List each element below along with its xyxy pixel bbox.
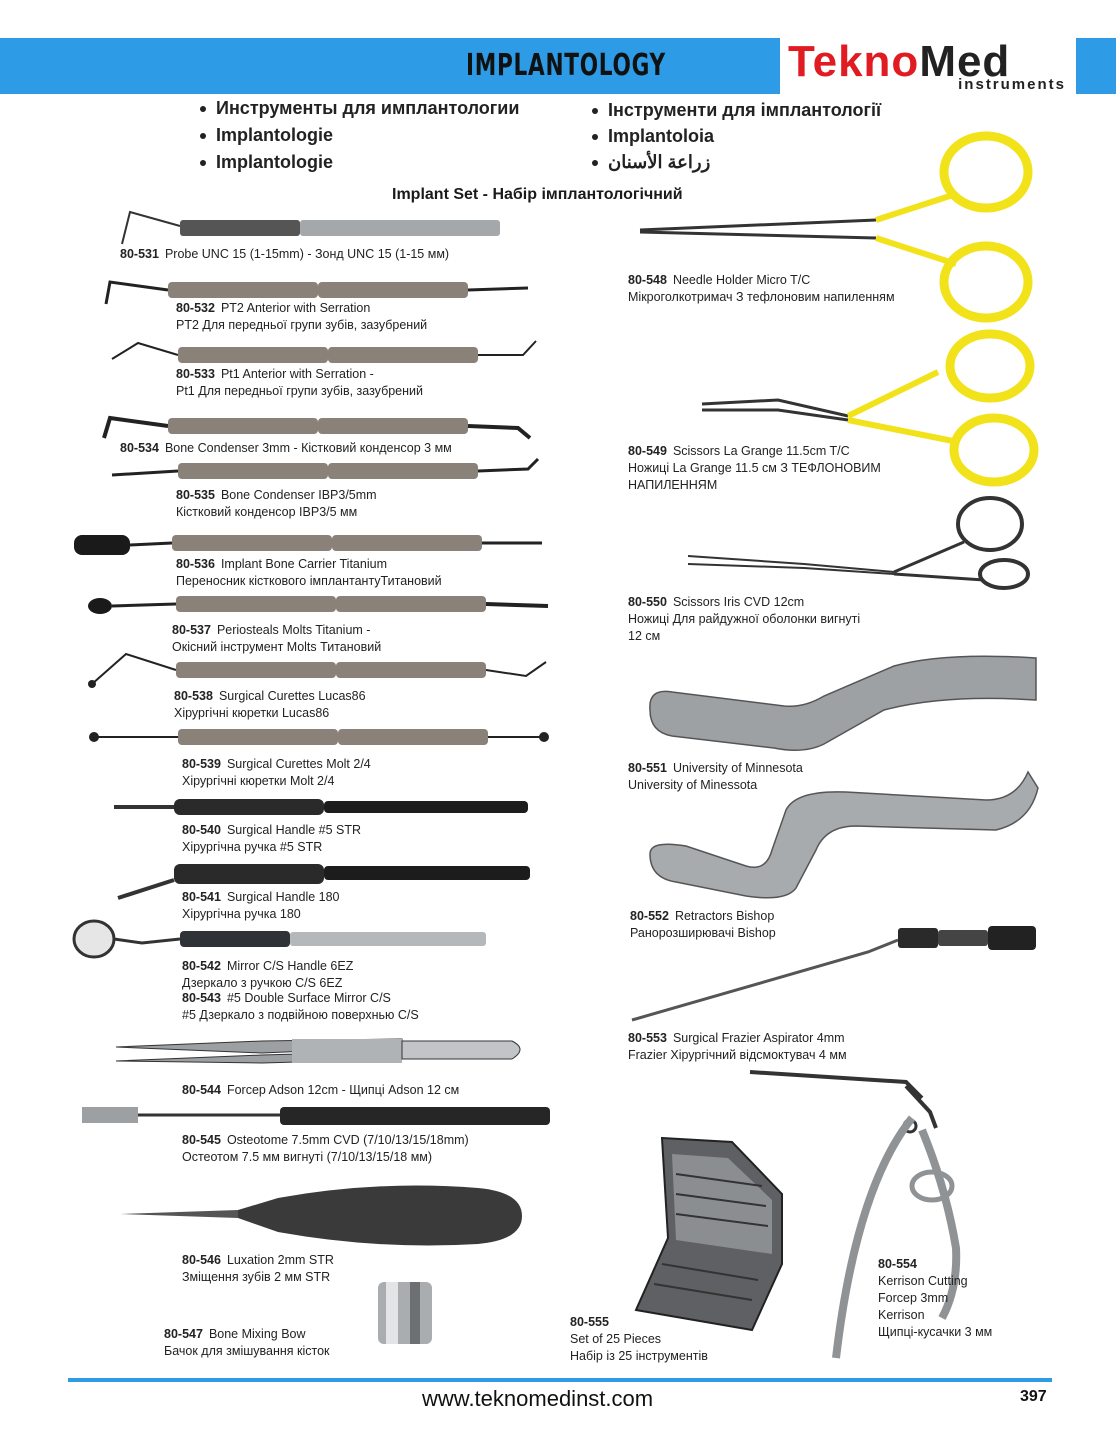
page-title: IMPLANTOLOGY bbox=[466, 48, 666, 83]
brand-name-part1: Tekno bbox=[788, 37, 920, 86]
bullet-dot bbox=[592, 108, 598, 114]
item-80-541: 80-541 Surgical Handle 180 Хірургічна ручка 180 bbox=[182, 890, 340, 921]
item-80-548: 80-548 Needle Holder Micro T/C Мікроголкотримач З тефлоновим напиленням bbox=[628, 273, 895, 304]
item-80-533: 80-533 Pt1 Anterior with Serration - Pt1 Для передньої групи зубів, зазубрений bbox=[176, 367, 423, 398]
language-bullet: Інструменти для імплантології bbox=[592, 100, 881, 121]
item-80-538: 80-538 Surgical Curettes Lucas86 Хірургічні кюретки Lucas86 bbox=[174, 689, 366, 720]
item-80-553: 80-553 Surgical Frazier Aspirator 4mm Frazier Хірургічний відсмоктувач 4 мм bbox=[628, 1031, 847, 1062]
osteotome-image bbox=[80, 1103, 560, 1129]
item-80-537: 80-537 Periosteals Molts Titanium - Окісний інструмент Molts Титановий bbox=[172, 623, 382, 654]
item-80-543: 80-543 #5 Double Surface Mirror C/S #5 Дзеркало з подвійною поверхнью C/S bbox=[182, 991, 419, 1022]
bone-condenser-ibp-image bbox=[108, 455, 548, 491]
item-80-531: 80-531 Probe UNC 15 (1-15mm) - Зонд UNC 15 (1-15 мм) bbox=[120, 247, 450, 261]
surgical-handle-5-image bbox=[112, 795, 532, 821]
item-80-546: 80-546 Luxation 2mm STR Зміщення зубів 2 мм STR bbox=[182, 1253, 334, 1284]
curettes-molt-image bbox=[88, 725, 558, 755]
bullet-dot bbox=[200, 160, 206, 166]
bullet-dot bbox=[592, 160, 598, 166]
item-80-534: 80-534 Bone Condenser 3mm - Кістковий конденсор 3 мм bbox=[120, 441, 452, 455]
item-80-554: 80-554 Kerrison Cutting Forcep 3mm Kerrison Щипці-кусачки 3 мм bbox=[878, 1257, 993, 1339]
language-bullet: زراعة الأسنان bbox=[592, 152, 710, 173]
bullet-dot bbox=[200, 106, 206, 112]
set-title: Implant Set - Набір імплантологічний bbox=[392, 186, 683, 203]
language-bullet: Implantologie bbox=[200, 125, 333, 146]
periosteal-image bbox=[86, 590, 556, 624]
probe-image bbox=[110, 208, 540, 250]
language-bullet: Implantoloia bbox=[592, 126, 714, 147]
item-80-545: 80-545 Osteotome 7.5mm CVD (7/10/13/15/18mm) Остеотом 7.5 мм вигнуті (7/10/13/15/18 мм) bbox=[182, 1133, 469, 1164]
item-80-547: 80-547 Bone Mixing Bow Бачок для змішування кісток bbox=[164, 1327, 330, 1358]
bone-mixing-bowl-image bbox=[376, 1278, 436, 1348]
page-number: 397 bbox=[1020, 1388, 1047, 1405]
brand-logo bbox=[780, 38, 1076, 94]
brand-name-part2: Med bbox=[919, 37, 1011, 86]
brand-subtitle: instruments bbox=[958, 76, 1066, 93]
item-80-540: 80-540 Surgical Handle #5 STR Хірургічна ручка #5 STR bbox=[182, 823, 362, 854]
item-80-552: 80-552 Retractors Bishop Ранорозширювачі Bishop bbox=[630, 909, 776, 940]
university-of-minnesota-retractor-image bbox=[644, 652, 1042, 756]
footer-divider bbox=[68, 1378, 1052, 1382]
forcep-adson-image bbox=[112, 1033, 532, 1067]
scissors-iris-image bbox=[684, 494, 1044, 594]
item-80-549: 80-549 Scissors La Grange 11.5cm T/C Ножиці La Grange 11.5 см З ТЕФЛОНОВИМ НАПИЛЕННЯМ bbox=[628, 444, 881, 492]
item-80-544: 80-544 Forcep Adson 12cm - Щипці Adson 12 см bbox=[182, 1083, 460, 1097]
bullet-dot bbox=[200, 133, 206, 139]
item-80-551: 80-551 University of Minnesota University of Minessota bbox=[628, 761, 803, 792]
bullet-dot bbox=[592, 134, 598, 140]
item-80-539: 80-539 Surgical Curettes Molt 2/4 Хірургічні кюретки Molt 2/4 bbox=[182, 757, 371, 788]
website-url: www.teknomedinst.com bbox=[422, 1386, 654, 1411]
language-bullet: Implantologie bbox=[200, 152, 333, 173]
implant-set-box-image bbox=[632, 1134, 792, 1334]
luxation-image bbox=[118, 1180, 528, 1252]
item-80-532: 80-532 PT2 Anterior with Serration PT2 Для передньої групи зубів, зазубрений bbox=[176, 301, 428, 332]
item-80-542: 80-542 Mirror C/S Handle 6EZ Дзеркало з ручкою C/S 6EZ bbox=[182, 959, 354, 990]
language-bullet: Инструменты для имплантологии bbox=[200, 98, 519, 119]
item-80-550: 80-550 Scissors Iris CVD 12cm Ножиці Для райдужної оболонки вигнуті 12 см bbox=[628, 595, 861, 643]
item-80-535: 80-535 Bone Condenser IBP3/5mm Кістковий конденсор IBP3/5 мм bbox=[176, 488, 377, 519]
item-80-536: 80-536 Implant Bone Carrier Titanium Переносник кісткового імплантантуТитановий bbox=[176, 557, 442, 588]
item-80-555: 80-555 Set of 25 Pieces Набір із 25 інструментів bbox=[570, 1315, 708, 1363]
